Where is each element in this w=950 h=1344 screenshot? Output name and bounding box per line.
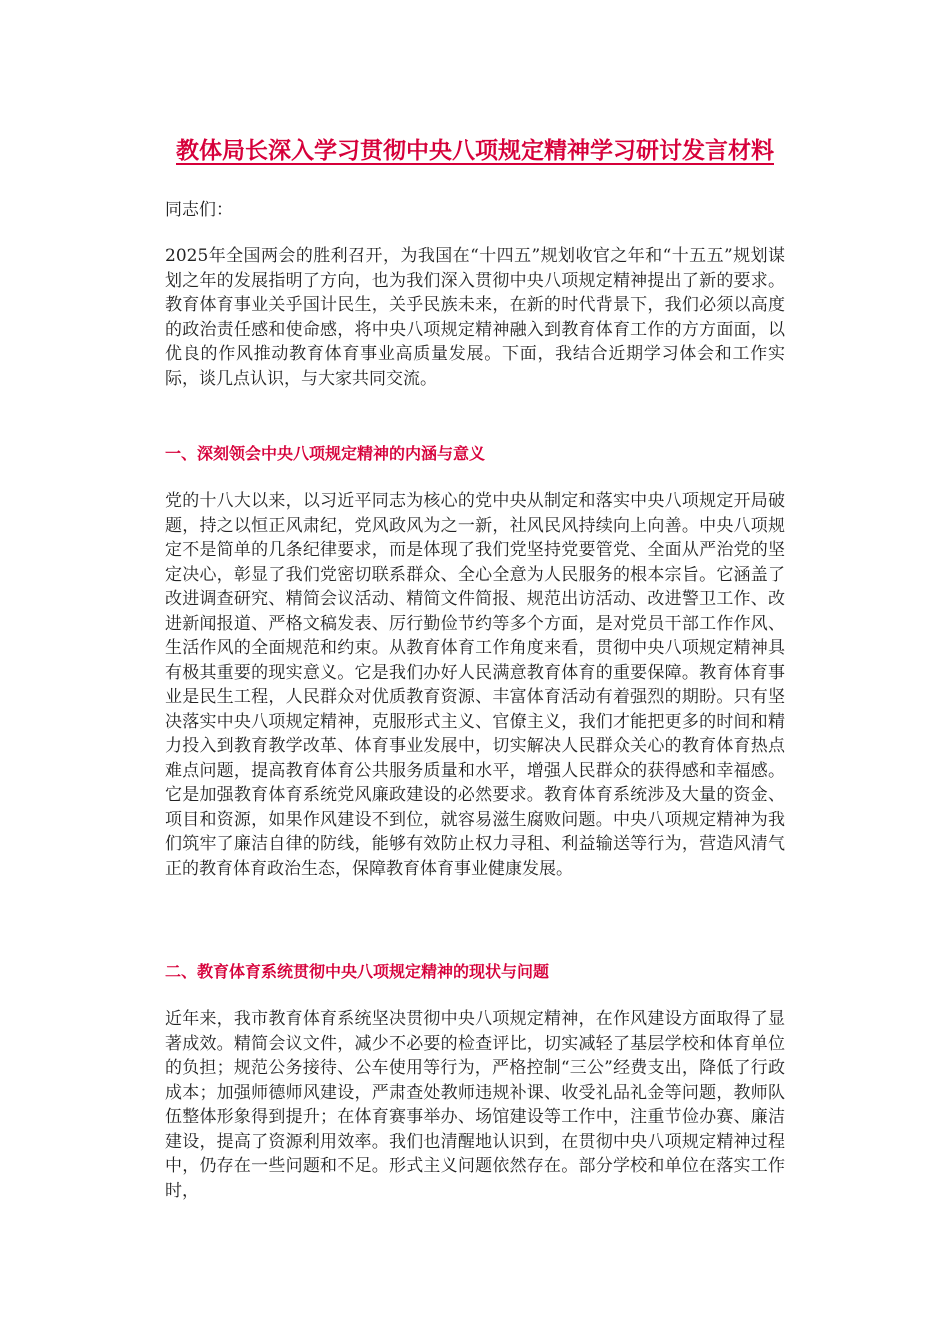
section-heading-2: 二、教育体育系统贯彻中央八项规定精神的现状与问题: [165, 962, 550, 981]
intro-paragraph: 2025年全国两会的胜利召开，为我国在“十四五”规划收官之年和“十五五”规划谋划之年的发展指明了方向，也为我们深入贯彻中央八项规定精神提出了新的要求。教育体育事业关乎国计民生，关乎民族未来，在新的时代背景下，我们必须以高度的政治责任感和使命感，将中央八项规定精神融入到教育体育工作的方方面面，以优良的作风推动教育体育事业高质量发展。下面，我结合近期学习体会和工作实际，谈几点认识，与大家共同交流。: [165, 246, 785, 389]
section-1-paragraph: 党的十八大以来，以习近平同志为核心的党中央从制定和落实中央八项规定开局破题，持之以恒正风肃纪，党风政风为之一新，社风民风持续向上向善。中央八项规定不是简单的几条纪律要求，而是体现了我们党坚持党要管党、全面从严治党的坚定决心，彰显了我们党密切联系群众、全心全意为人民服务的根本宗旨。它涵盖了改进调查研究、精简会议活动、精简文件简报、规范出访活动、改进警卫工作、改进新闻报道、严格文稿发表、厉行勤俭节约等多个方面，是对党员干部工作作风、生活作风的全面规范和约束。从教育体育工作角度来看，贯彻中央八项规定精神具有极其重要的现实意义。它是我们办好人民满意教育体育的重要保障。教育体育事业是民生工程，人民群众对优质教育资源、丰富体育活动有着强烈的期盼。只有坚决落实中央八项规定精神，克服形式主义、官僚主义，我们才能把更多的时间和精力投入到教育教学改革、体育事业发展中，切实解决人民群众关心的教育体育热点难点问题，提高教育体育公共服务质量和水平，增强人民群众的获得感和幸福感。它是加强教育体育系统党风廉政建设的必然要求。教育体育系统涉及大量的资金、项目和资源，如果作风建设不到位，就容易滋生腐败问题。中央八项规定精神为我们筑牢了廉洁自律的防线，能够有效防止权力寻租、利益输送等行为，营造风清气正的教育体育政治生态，保障教育体育事业健康发展。: [165, 491, 785, 879]
salutation: 同志们：: [165, 200, 233, 220]
section-2-paragraph: 近年来，我市教育体育系统坚决贯彻中央八项规定精神，在作风建设方面取得了显著成效。精简会议文件，减少不必要的检查评比，切实减轻了基层学校和体育单位的负担；规范公务接待、公车使用等行为，严格控制“三公”经费支出，降低了行政成本；加强师德师风建设，严肃查处教师违规补课、收受礼品礼金等问题，教师队伍整体形象得到提升；在体育赛事举办、场馆建设等工作中，注重节俭办赛、廉洁建设，提高了资源利用效率。我们也清醒地认识到，在贯彻中央八项规定精神过程中，仍存在一些问题和不足。形式主义问题依然存在。部分学校和单位在落实工作时，: [165, 1009, 785, 1201]
document-title: 教体局长深入学习贯彻中央八项规定精神学习研讨发言材料: [176, 137, 774, 164]
section-heading-1: 一、深刻领会中央八项规定精神的内涵与意义: [165, 444, 486, 463]
